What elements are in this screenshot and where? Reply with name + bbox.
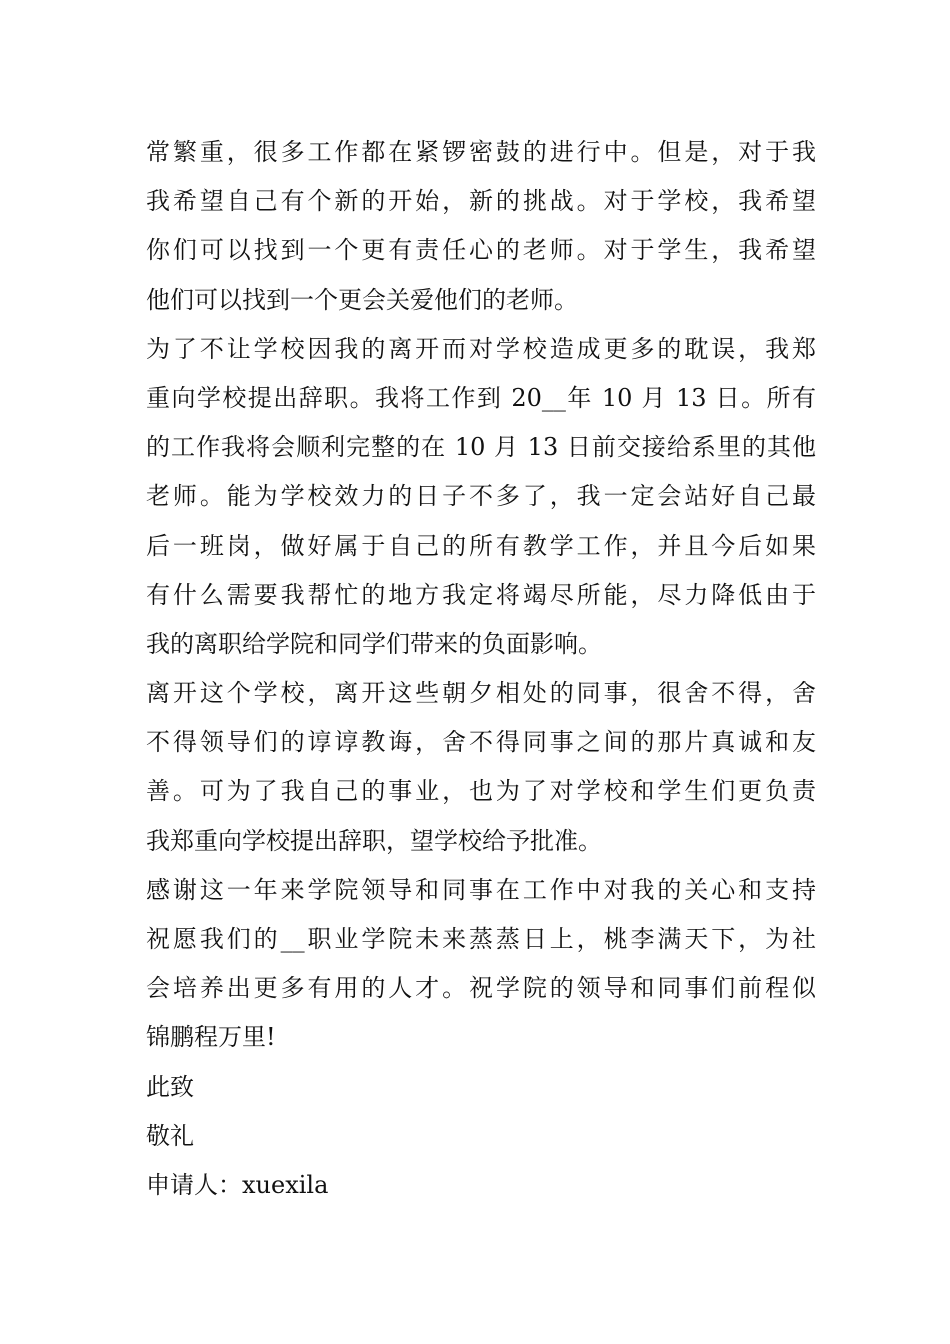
text-line: 常繁重，很多工作都在紧锣密鼓的进行中。但是，对于我 bbox=[146, 138, 816, 166]
text-line: 会培养出更多有用的人才。祝学院的领导和同事们前程似 bbox=[146, 974, 816, 1003]
closing-salutation: 此致 bbox=[146, 1072, 194, 1101]
text-line: 的工作我将会顺利完整的在 10 月 13 日前交接给系里的其他 bbox=[146, 433, 816, 462]
text-line: 我希望自己有个新的开始，新的挑战。对于学校，我希望 bbox=[146, 187, 816, 216]
text-line: 善。可为了我自己的事业，也为了对学校和学生们更负责 bbox=[146, 777, 816, 806]
text-line: 重向学校提出辞职。我将工作到 20__年 10 月 13 日。所有 bbox=[146, 383, 816, 412]
applicant-signature: 申请人：xuexila bbox=[146, 1170, 329, 1199]
text-line: 我郑重向学校提出辞职，望学校给予批准。 bbox=[146, 826, 602, 855]
text-line: 不得领导们的谆谆教诲，舍不得同事之间的那片真诚和友 bbox=[146, 728, 816, 757]
text-line: 感谢这一年来学院领导和同事在工作中对我的关心和支持 bbox=[146, 875, 816, 904]
text-line: 离开这个学校，离开这些朝夕相处的同事，很舍不得，舍 bbox=[146, 679, 816, 708]
letter-body bbox=[146, 128, 816, 1210]
text-line: 有什么需要我帮忙的地方我定将竭尽所能，尽力降低由于 bbox=[146, 580, 816, 609]
text-line: 为了不让学校因我的离开而对学校造成更多的耽误，我郑 bbox=[146, 334, 816, 363]
text-line: 我的离职给学院和同学们带来的负面影响。 bbox=[146, 629, 602, 658]
text-line: 祝愿我们的__职业学院未来蒸蒸日上，桃李满天下，为社 bbox=[146, 925, 816, 953]
closing-regards: 敬礼 bbox=[146, 1121, 194, 1150]
text-line: 他们可以找到一个更会关爱他们的老师。 bbox=[146, 285, 578, 314]
text-line: 锦鹏程万里! bbox=[146, 1023, 276, 1052]
text-line: 老师。能为学校效力的日子不多了，我一定会站好自己最 bbox=[146, 482, 816, 511]
text-line: 后一班岗，做好属于自己的所有教学工作，并且今后如果 bbox=[146, 531, 816, 560]
text-line: 你们可以找到一个更有责任心的老师。对于学生，我希望 bbox=[146, 236, 816, 265]
